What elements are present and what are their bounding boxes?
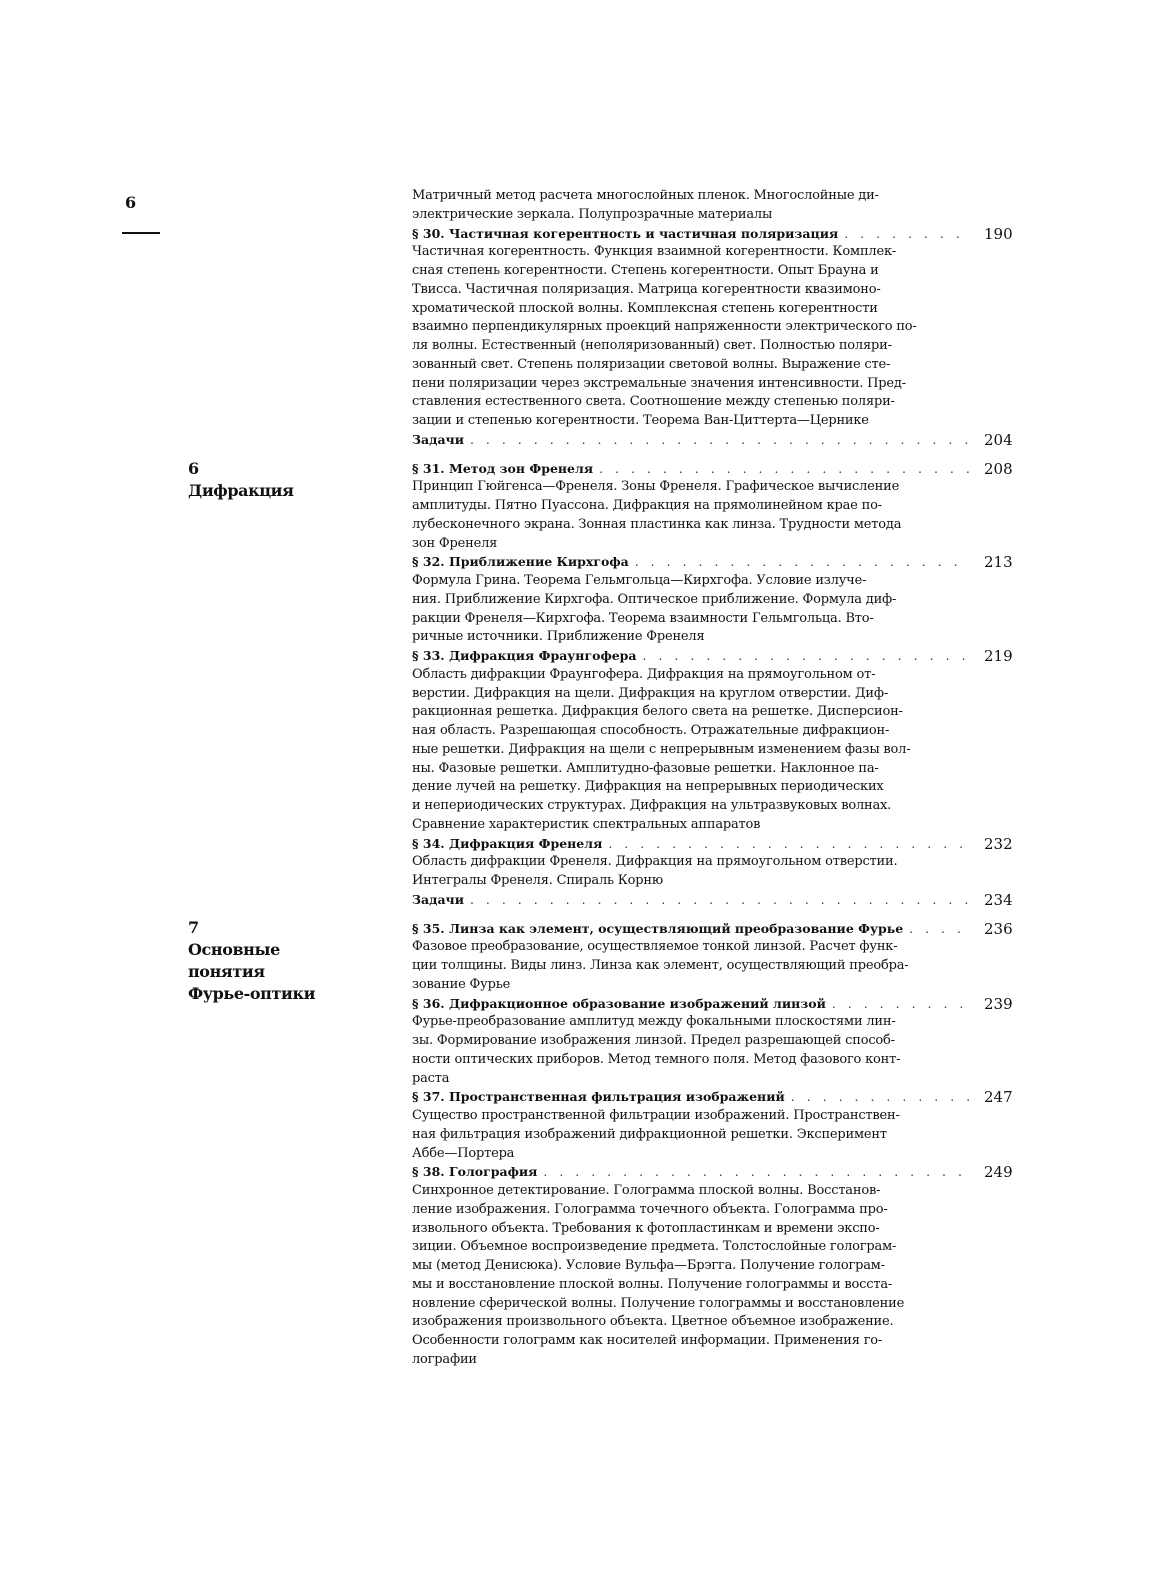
toc-description-line: раста (412, 1070, 450, 1086)
toc-description-line: лубесконечного экрана. Зонная пластинка как линза. Трудности метода (412, 516, 902, 532)
leader-dots (608, 835, 970, 854)
toc-entry-page-number: 232 (984, 834, 1013, 853)
chapter-7-heading (188, 917, 315, 1005)
toc-description-line: ции толщины. Виды линз. Линза как элемент, осуществляющий преобра- (412, 958, 909, 973)
toc-description-line: ны. Фазовые решетки. Амплитудно-фазовые решетки. Наклонное па- (412, 760, 879, 776)
toc-entry-s36[interactable] (412, 995, 1022, 1014)
toc-description-line: дение лучей на решетку. Дифракция на непрерывных периодических (412, 779, 884, 795)
toc-description-line: пени поляризации через экстремальные значения интенсивности. Пред- (412, 375, 906, 391)
toc-description-line: мы и восстановление плоской волны. Получение голограммы и восста- (412, 1276, 893, 1292)
toc-description-line: зованный свет. Степень поляризации световой волны. Выражение сте- (412, 356, 891, 372)
toc-description-line: ные решетки. Дифракция на щели с непрерывным изменением фазы вол- (412, 741, 911, 757)
toc-description-line: изображения произвольного объекта. Цветное объемное изображение. (412, 1314, 894, 1330)
toc-description-line: Принцип Гюйгенса—Френеля. Зоны Френеля. Графическое вычисление (412, 479, 900, 495)
leader-dots (844, 225, 970, 244)
toc-entry-page-number: 219 (984, 647, 1013, 665)
toc-entry-title: Задачи (412, 891, 470, 910)
toc-entry-page-number: 236 (984, 919, 1013, 938)
toc-entry-title: § 32. Приближение Кирхгофа (412, 553, 635, 572)
toc-entry-s37[interactable] (412, 1088, 1022, 1107)
toc-entry-title: § 30. Частичная когерентность и частичная поляризация (412, 225, 844, 244)
toc-description-line: Интегралы Френеля. Спираль Корню (412, 873, 664, 888)
toc-description-line: ление изображения. Голограмма точечного объекта. Голограмма про- (412, 1201, 888, 1217)
toc-description-line: ля волны. Естественный (неполяризованный) свет. Полностью поляри- (412, 338, 892, 353)
toc-description-line: ная область. Разрешающая способность. Отражательные дифракцион- (412, 723, 890, 738)
toc-description-line: мы (метод Денисюка). Условие Вульфа—Брэгга. Получение голограм- (412, 1258, 885, 1273)
leader-dots (635, 553, 970, 572)
leader-dots (543, 1163, 970, 1182)
toc-entry-title: § 36. Дифракционное образование изображений линзой (412, 995, 832, 1014)
toc-description-line: сная степень когерентности. Степень когерентности. Опыт Брауна и (412, 263, 879, 278)
leader-dots (470, 431, 970, 450)
toc-description-line: Область дифракции Фраунгофера. Дифракция на прямоугольном от- (412, 666, 876, 682)
toc-entry-title: § 34. Дифракция Френеля (412, 835, 608, 854)
toc-description-line: новление сферической волны. Получение голограммы и восстановление (412, 1295, 905, 1311)
toc-description-line: ная фильтрация изображений дифракционной решетки. Эксперимент (412, 1126, 887, 1142)
toc-entry-page-number: 204 (984, 430, 1013, 449)
toc-entry-s31[interactable] (412, 460, 1022, 479)
toc-description-line: ракционная решетка. Дифракция белого света на решетке. Дисперсион- (412, 704, 903, 720)
chapter-title: Дифракция (188, 481, 294, 500)
leader-dots (791, 1088, 970, 1107)
toc-entry-s34[interactable] (412, 835, 1022, 854)
chapter-number: 6 (188, 459, 199, 478)
toc-entry-title: § 31. Метод зон Френеля (412, 460, 599, 479)
toc-description-line: ракции Френеля—Кирхгофа. Теорема взаимности Гельмгольца. Вто- (412, 610, 874, 626)
toc-description-line: Область дифракции Френеля. Дифракция на прямоугольном отверстии. (412, 854, 898, 870)
page-number: 6 (125, 193, 137, 212)
section-spacer (412, 450, 1022, 460)
toc-description-line: Синхронное детектирование. Голограмма плоской волны. Восстанов- (412, 1183, 881, 1198)
toc-entry-tasks5[interactable] (412, 431, 1022, 450)
chapter-6-heading (188, 458, 294, 502)
toc-entry-page-number: 190 (984, 224, 1013, 243)
toc-description-line: извольного объекта. Требования к фотопластинкам и времени экспо- (412, 1220, 880, 1236)
toc-entry-page-number: 247 (984, 1088, 1013, 1107)
toc-description-line: Аббе—Портера (412, 1145, 515, 1161)
section-spacer (412, 910, 1022, 920)
leader-dots (909, 920, 970, 939)
toc-entry-s32[interactable] (412, 553, 1022, 572)
chapter-number: 7 (188, 918, 199, 937)
page-number-rule (122, 232, 160, 234)
chapter-title: Основные понятия Фурье-оптики (188, 940, 316, 1003)
toc-description-line: зование Фурье (412, 976, 511, 992)
toc-description-line: амплитуды. Пятно Пуассона. Дифракция на прямолинейном крае по- (412, 498, 882, 513)
toc-description-line: зон Френеля (412, 535, 498, 551)
leader-dots (470, 891, 970, 910)
toc-entry-title: Задачи (412, 431, 470, 450)
toc-entry-page-number: 208 (984, 459, 1013, 478)
toc-description-line: ставления естественного света. Соотношение между степенью поляри- (412, 394, 895, 410)
leader-dots (832, 995, 970, 1014)
toc-entry-page-number: 239 (984, 994, 1013, 1013)
leader-dots (599, 460, 970, 479)
toc-entry-s33[interactable] (412, 647, 1022, 666)
toc-description-line: Существо пространственной фильтрации изображений. Пространствен- (412, 1108, 900, 1123)
toc-description-line: зации и степенью когерентности. Теорема Ван-Циттерта—Цернике (412, 413, 869, 428)
toc-description-line: Сравнение характеристик спектральных аппаратов (412, 816, 761, 832)
toc-description-line: взаимно перпендикулярных проекций напряженности электрического по- (412, 319, 917, 335)
toc-description-line: лографии (412, 1351, 477, 1367)
toc-description-line: ричные источники. Приближение Френеля (412, 629, 705, 645)
toc-entry-title: § 33. Дифракция Фраунгофера (412, 647, 643, 666)
table-of-contents (412, 187, 1022, 1370)
toc-entry-title: § 38. Голография (412, 1163, 543, 1182)
toc-entry-s35[interactable] (412, 920, 1022, 939)
toc-description-line: верстии. Дифракция на щели. Дифракция на круглом отверстии. Диф- (412, 685, 889, 701)
toc-description-line: Фурье-преобразование амплитуд между фокальными плоскостями лин- (412, 1014, 896, 1030)
toc-entry-tasks6[interactable] (412, 891, 1022, 910)
toc-description-line: ния. Приближение Кирхгофа. Оптическое приближение. Формула диф- (412, 591, 897, 607)
toc-description-line: и непериодических структурах. Дифракция на ультразвуковых волнах. (412, 798, 892, 813)
toc-entry-s38[interactable] (412, 1163, 1022, 1182)
toc-entry-page-number: 213 (984, 553, 1013, 572)
toc-entry-title: § 37. Пространственная фильтрация изображений (412, 1088, 791, 1107)
leader-dots (643, 647, 970, 666)
toc-entry-title: § 35. Линза как элемент, осуществляющий преобразование Фурье (412, 920, 909, 939)
toc-description-line: Особенности голограмм как носителей информации. Применения го- (412, 1333, 883, 1348)
toc-entry-s30[interactable] (412, 225, 1022, 244)
toc-description-line: Частичная когерентность. Функция взаимной когерентности. Комплек- (412, 244, 897, 260)
toc-description-line: Твисса. Частичная поляризация. Матрица когерентности квазимоно- (412, 281, 881, 297)
toc-description-line: зиции. Объемное воспроизведение предмета. Толстослойные голограм- (412, 1239, 897, 1255)
toc-description-line: Формула Грина. Теорема Гельмгольца—Кирхгофа. Условие излуче- (412, 573, 867, 588)
toc-description-line: хроматической плоской волны. Комплексная степень когерентности (412, 300, 878, 316)
toc-description-line: ности оптических приборов. Метод темного поля. Метод фазового конт- (412, 1051, 901, 1067)
toc-description-line: зы. Формирование изображения линзой. Предел разрешающей способ- (412, 1033, 895, 1048)
toc-description-line: Матричный метод расчета многослойных пленок. Многослойные ди- (412, 188, 879, 203)
toc-entry-page-number: 249 (984, 1163, 1013, 1182)
toc-entry-page-number: 234 (984, 890, 1013, 909)
toc-description-line: электрические зеркала. Полупрозрачные материалы (412, 206, 773, 222)
toc-description-line: Фазовое преобразование, осуществляемое тонкой линзой. Расчет функ- (412, 939, 898, 955)
